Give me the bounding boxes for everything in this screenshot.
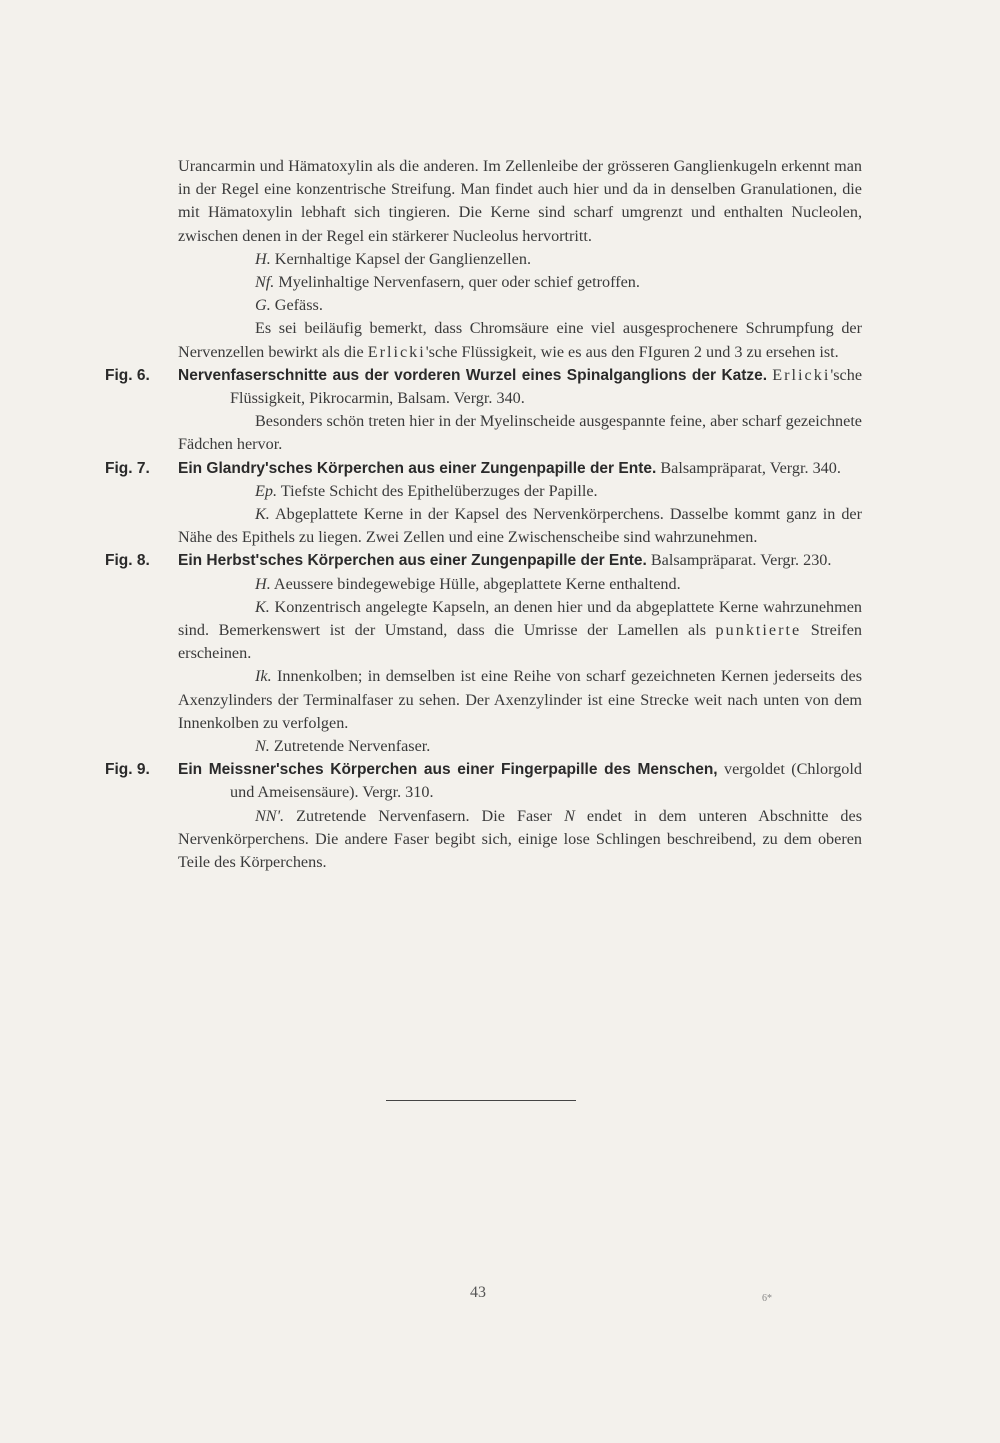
figure-6-heading bbox=[178, 364, 862, 410]
text-run: 'sche Flüssigkeit, wie es aus den FIguren 2 und 3 zu ersehen ist. bbox=[425, 342, 839, 361]
legend-nn bbox=[178, 805, 862, 875]
page-number: 43 bbox=[470, 1284, 486, 1301]
legend-abbr: H. bbox=[255, 249, 271, 268]
figure-7-entry bbox=[105, 457, 862, 550]
legend-ik bbox=[178, 665, 862, 735]
figure-method: Balsampräparat. Vergr. 230. bbox=[646, 551, 832, 570]
figure-label: Fig. 9. bbox=[105, 761, 150, 779]
legend-text: Aeussere bindegewebige Hülle, abgeplattete Kerne enthaltend. bbox=[270, 574, 681, 593]
figure-8-entry bbox=[105, 549, 862, 758]
figure-method: vergoldet (Chlorgold und Ameisensäure). Vergr. 310. bbox=[230, 760, 862, 802]
figure-title: Ein Herbst'sches Körperchen aus einer Zungenpapille der Ente. bbox=[178, 552, 647, 570]
figure-6-entry bbox=[105, 364, 863, 457]
spaced-name: Erlicki bbox=[367, 342, 426, 361]
paragraph-intro: Urancarmin und Hämatoxylin als die anderen. Im Zellenleibe der grösseren Ganglienkugeln erkennt man in der Regel eine konzentrische Streifung. Man findet auch hier und da in denselben Granulationen, die mit Hämatoxylin lebhaft sich tingieren. Die Kerne sind scharf umgrenzt und enthalten Nucleolen, zwischen denen in der Regel ein stärkerer Nucleolus hervortritt. bbox=[178, 157, 862, 245]
legend-h bbox=[178, 248, 862, 271]
figure-9-heading bbox=[178, 758, 862, 804]
legend-text: Gefäss. bbox=[270, 296, 323, 315]
legend-abbr: N bbox=[564, 806, 575, 825]
end-rule bbox=[386, 1100, 576, 1101]
legend-abbr: NN'. bbox=[255, 806, 285, 825]
legend-abbr: Ep. bbox=[255, 481, 278, 500]
body-text bbox=[105, 155, 863, 874]
figure-method: 'sche Flüssigkeit, Pikrocarmin, Balsam. Vergr. 340. bbox=[230, 365, 863, 408]
legend-abbr: Ik. bbox=[255, 667, 272, 686]
legend-text: Streifen erscheinen. bbox=[178, 621, 862, 663]
spaced-word: punktierte bbox=[715, 621, 802, 640]
legend-text: Konzentrisch angelegte Kapseln, an denen hier und da abgeplattete Kerne wahrzunehmen sind. Bemerkenswert ist der Umstand, dass die Umrisse der Lamellen als bbox=[178, 597, 862, 640]
legend-ep bbox=[178, 480, 862, 503]
legend-abbr: G. bbox=[255, 296, 271, 315]
legend-abbr: N. bbox=[255, 737, 270, 756]
figure-6-description: Besonders schön treten hier in der Myelinscheide ausgespannte feine, aber scharf gezeichnete Fädchen hervor. bbox=[178, 412, 862, 454]
legend-text: Zutretende Nervenfasern. Die Faser bbox=[284, 806, 565, 825]
paragraph-remark bbox=[178, 317, 862, 363]
figure-title: Ein Glandry'sches Körperchen aus einer Zungenpapille der Ente. bbox=[178, 459, 657, 477]
legend-text: Innenkolben; in demselben ist eine Reihe von scharf gezeichneten Kernen jederseits des Axenzylinders der Terminalfaser zu sehen. Der Axenzylinder ist eine Strecke weit nach unten von dem Innenkolben zu verfolgen. bbox=[178, 667, 862, 732]
legend-text: endet in dem unteren Abschnitte des Nervenkörperchens. Die andere Faser begibt sich, einige lose Schlingen beschreibend, zu dem oberen Teile des Körperchens. bbox=[178, 806, 862, 872]
legend-abbr: Nf. bbox=[255, 273, 275, 292]
figure-8-heading bbox=[178, 549, 862, 572]
figure-7-heading bbox=[178, 457, 862, 480]
legend-text: Abgeplattete Kerne in der Kapsel des Nervenkörperchens. Dasselbe kommt ganz in der Nähe des Epithels zu liegen. Zwei Zellen und eine Zwischenscheibe sind wahrzunehmen. bbox=[178, 505, 862, 547]
legend-abbr: K. bbox=[255, 505, 270, 524]
legend-h bbox=[178, 573, 862, 596]
legend-k bbox=[178, 596, 862, 666]
legend-text: Tiefste Schicht des Epithelüberzuges der Papille. bbox=[277, 481, 598, 500]
figure-9-entry bbox=[105, 758, 862, 874]
figure-label: Fig. 7. bbox=[105, 459, 150, 477]
spaced-name: Erlicki bbox=[772, 365, 831, 384]
legend-text: Kernhaltige Kapsel der Ganglienzellen. bbox=[270, 249, 531, 268]
legend-text: Zutretende Nervenfaser. bbox=[269, 737, 431, 756]
legend-n bbox=[178, 735, 862, 758]
figure-label: Fig. 6. bbox=[105, 366, 150, 384]
signature-mark: 6* bbox=[762, 1293, 772, 1304]
legend-k bbox=[178, 503, 862, 549]
legend-abbr: K. bbox=[255, 597, 270, 616]
legend-nf bbox=[178, 271, 862, 294]
text-run: Es sei beiläufig bemerkt, dass Chromsäure eine viel ausgesprochenere Schrumpfung der Nervenzellen bewirkt als die bbox=[178, 319, 862, 361]
figure-title: Nervenfaserschnitte aus der vorderen Wurzel eines Spinalganglions der Katze. bbox=[178, 366, 768, 384]
legend-text: Myelinhaltige Nervenfasern, quer oder schief getroffen. bbox=[274, 273, 640, 292]
legend-g bbox=[178, 294, 862, 317]
figure-label: Fig. 8. bbox=[105, 552, 150, 570]
figure-title: Ein Meissner'sches Körperchen aus einer Fingerpapille des Menschen, bbox=[178, 761, 718, 779]
figure-method: Balsampräparat, Vergr. 340. bbox=[656, 458, 841, 477]
legend-abbr: H. bbox=[255, 574, 271, 593]
